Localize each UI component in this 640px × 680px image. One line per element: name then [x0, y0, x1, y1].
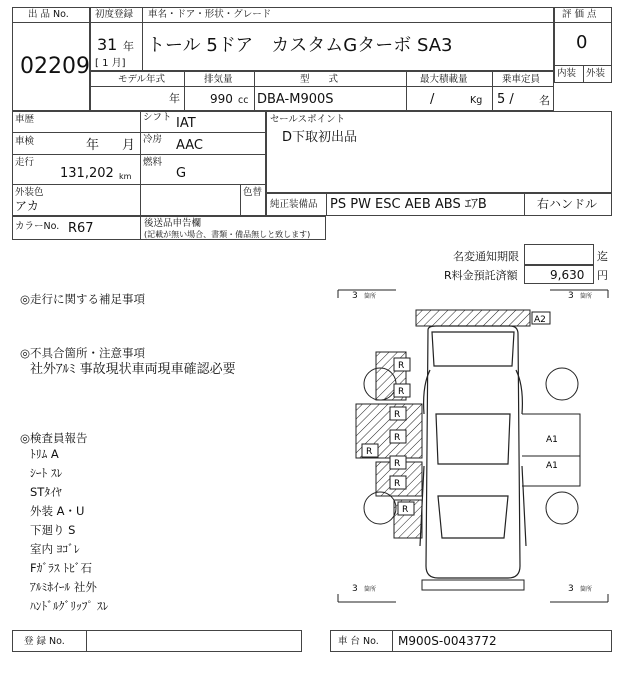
inspector-item: STﾀｲﾔ: [30, 485, 62, 499]
car-name-label: 車名・ドア・形状・グレード: [148, 9, 272, 20]
year-unit: 年: [123, 40, 134, 53]
inspector-item: ｼｰﾄ ｽﾚ: [30, 466, 63, 480]
mark-a2: A2: [534, 315, 546, 325]
rear-bumper: [416, 310, 530, 326]
capacity: 5 /: [497, 92, 514, 107]
car-outline: [420, 326, 526, 578]
equipment-label: 純正装備品: [270, 199, 318, 210]
fuel-label: 燃料: [143, 157, 163, 168]
color-no: R67: [68, 221, 94, 236]
chassis-number: M900S-0043772: [398, 634, 497, 648]
inspector-item: ﾄﾘﾑ A: [30, 447, 59, 461]
wheel-fr: [546, 492, 578, 524]
displacement-unit: cc: [238, 95, 249, 106]
driving-label: ◎走行に関する補足事項: [20, 292, 146, 306]
inspector-item: ﾊﾝﾄﾞﾙｸﾞﾘｯﾌﾟ ｽﾚ: [30, 599, 109, 613]
recycle-label: R料金預託済額: [444, 269, 518, 282]
lot-label: 出 品 No.: [28, 9, 69, 20]
mark-r: R: [394, 459, 401, 469]
name-change-box: [524, 244, 594, 265]
inspector-list: [30, 448, 108, 613]
corner-count-tr: 3: [568, 291, 574, 301]
aftermarket-note: (記載が無い場合、書類・備品無しと致します): [144, 230, 311, 239]
max-load-label: 最大積載量: [420, 74, 468, 85]
first-reg-year: 31: [97, 35, 118, 54]
recycle-fee: 9,630: [550, 268, 585, 282]
equipment: PS PW ESC AEB ABS ｴｱB: [330, 197, 487, 212]
mark-r: R: [394, 410, 401, 420]
inspector-item: 室内 ﾖｺﾞﾚ: [30, 542, 80, 556]
reg-label: 登 録 No.: [24, 636, 65, 647]
exterior-color-label: 外装色: [15, 187, 44, 198]
mark-a1-right-rear-door: A1: [546, 435, 558, 445]
mark-r: R: [394, 433, 401, 443]
recycle-unit: 円: [597, 269, 608, 282]
inspector-item: 下廻り S: [30, 523, 76, 537]
car-damage-diagram: [336, 286, 610, 606]
mark-r: R: [402, 505, 409, 515]
shift: IAT: [176, 116, 196, 131]
model-year-unit: 年: [169, 92, 180, 105]
car-name: トール 5ドア カスタムGターボ SA3: [147, 35, 453, 56]
defect-label: ◎不具合箇所・注意事項: [20, 346, 146, 360]
corner-count-br: 3: [568, 584, 574, 594]
mileage: 131,202: [60, 166, 114, 181]
exterior-color: アカ: [15, 199, 39, 213]
interior-label: 内装: [557, 68, 577, 79]
front-bumper: [422, 580, 524, 590]
defect-text: 社外ｱﾙﾐ 事故現状車両現車確認必要: [30, 362, 236, 377]
color-no-label: カラーNo.: [15, 221, 60, 232]
history-label: 車歴: [15, 114, 35, 125]
corner-sub-bl: 箇所: [364, 586, 377, 593]
mark-r: R: [394, 479, 401, 489]
type-value: DBA-M900S: [257, 92, 334, 107]
corner-sub-tl: 箇所: [364, 293, 377, 300]
wheel-rr: [546, 368, 578, 400]
sales-point-label: セールスポイント: [270, 114, 346, 125]
mileage-unit: km: [119, 172, 132, 181]
color-change-label: 色替: [243, 187, 263, 198]
inspection-month: 月: [122, 138, 136, 153]
steering: 右ハンドル: [537, 197, 598, 211]
capacity-unit: 名: [539, 94, 550, 107]
corner-count-bl: 3: [352, 584, 358, 594]
inspector-item: Fｶﾞﾗｽ ﾄﾋﾞ石: [30, 561, 93, 575]
first-reg-month: [ 1 月]: [95, 58, 126, 69]
first-reg-label: 初度登録: [95, 9, 134, 20]
max-load-unit: Kg: [470, 95, 483, 106]
mark-r: R: [398, 387, 405, 397]
displacement-label: 排気量: [204, 74, 233, 85]
max-load: /: [430, 92, 435, 107]
fuel: G: [176, 166, 187, 181]
name-change-unit: 迄: [597, 250, 608, 263]
mileage-label: 走行: [15, 157, 35, 168]
mark-a1-right-front-door: A1: [546, 461, 558, 471]
corner-sub-br: 箇所: [580, 586, 593, 593]
shift-label: シフト: [143, 112, 172, 123]
name-change-label: 名変通知期限: [453, 250, 519, 263]
ac: AAC: [176, 138, 203, 153]
exterior-label: 外装: [586, 68, 606, 79]
details-left: [12, 111, 266, 216]
capacity-label: 乗車定員: [502, 74, 541, 85]
mark-r: R: [398, 361, 405, 371]
sales-point: D下取初出品: [282, 130, 358, 145]
right-side-panels: [522, 414, 580, 486]
lot-number: 02209: [20, 54, 90, 79]
ac-label: 冷房: [143, 134, 163, 145]
score-value: 0: [576, 32, 588, 53]
aftermarket-label: 後送品申告欄: [144, 218, 202, 229]
corner-count-tl: 3: [352, 291, 358, 301]
inspector-item: ｱﾙﾐﾎｲｰﾙ 社外: [30, 580, 97, 594]
score-label: 評 価 点: [562, 9, 597, 20]
wheel-fl: [364, 492, 396, 524]
displacement: 990: [210, 92, 233, 106]
inspector-item: 外装 A・U: [30, 504, 85, 518]
inspection-year: 年: [86, 138, 100, 153]
corner-sub-tr: 箇所: [580, 293, 593, 300]
inspector-label: ◎検査員報告: [20, 431, 88, 445]
model-year-label: モデル年式: [118, 74, 166, 85]
mark-r: R: [366, 447, 373, 457]
chassis-label: 車 台 No.: [338, 636, 379, 647]
inspection-label: 車検: [15, 136, 35, 147]
type-label: 型 式: [300, 74, 339, 85]
